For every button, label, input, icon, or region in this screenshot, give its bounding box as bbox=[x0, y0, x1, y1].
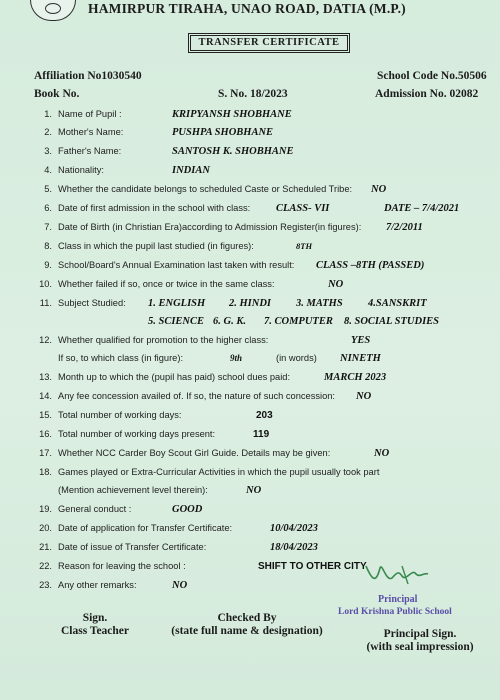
field-label: Total number of working days: bbox=[58, 410, 182, 420]
activities-value: NO bbox=[246, 485, 262, 496]
field-label: Class in which the pupil last studied (in figures): bbox=[58, 241, 254, 251]
stamp-principal-label: Principal bbox=[378, 594, 418, 605]
subject-item: 5. SCIENCE bbox=[148, 316, 205, 327]
field-number: 4. bbox=[44, 165, 52, 175]
field-number: 20. bbox=[39, 523, 52, 533]
field-number: 19. bbox=[39, 504, 52, 514]
field-number: 12. bbox=[39, 335, 52, 345]
class-teacher-signature bbox=[50, 612, 140, 638]
field-label: Whether failed if so, once or twice in the same class: bbox=[58, 279, 275, 289]
nationality-value: INDIAN bbox=[172, 165, 210, 176]
next-class-words-value: NINETH bbox=[340, 353, 381, 364]
book-number: Book No. bbox=[34, 88, 80, 100]
working-days-value: 203 bbox=[256, 410, 273, 421]
subject-item: 6. G. K. bbox=[213, 316, 246, 327]
field-number: 3. bbox=[44, 146, 52, 156]
dues-paid-value: MARCH 2023 bbox=[324, 372, 387, 383]
birth-date-value: 7/2/2011 bbox=[386, 222, 423, 233]
admission-number: Admission No. 02082 bbox=[375, 88, 479, 100]
school-logo-icon bbox=[30, 0, 76, 21]
checked-by-label: Checked By bbox=[217, 612, 277, 624]
admission-date-value: DATE – 7/4/2021 bbox=[384, 203, 460, 214]
field-number: 14. bbox=[39, 391, 52, 401]
field-label: Total number of working days present: bbox=[58, 429, 216, 439]
field-label: Date of first admission in the school with class: bbox=[58, 203, 251, 213]
school-address: HAMIRPUR TIRAHA, UNAO ROAD, DATIA (M.P.) bbox=[88, 1, 406, 16]
next-class-figure-value: 9th bbox=[230, 353, 243, 363]
document-title: TRANSFER CERTIFICATE bbox=[188, 33, 350, 53]
field-number: 11. bbox=[39, 298, 52, 308]
field-number: 9. bbox=[44, 260, 52, 270]
field-number: 2. bbox=[44, 127, 52, 137]
issue-date-value: 18/04/2023 bbox=[270, 542, 318, 553]
serial-number: S. No. 18/2023 bbox=[218, 88, 288, 100]
subject-item: 4.SANSKRIT bbox=[368, 298, 427, 309]
field-number: 7. bbox=[44, 222, 52, 232]
field-number: 17. bbox=[39, 448, 52, 458]
father-name-value: SANTOSH K. SHOBHANE bbox=[172, 146, 294, 157]
field-label: Any fee concession availed of. If so, the nature of such concession: bbox=[58, 391, 336, 401]
principal-signature bbox=[350, 628, 490, 654]
field-label: (in words) bbox=[276, 353, 317, 363]
subject-item: 2. HINDI bbox=[229, 298, 272, 309]
subject-item: 3. MATHS bbox=[296, 298, 343, 309]
subject-item: 8. SOCIAL STUDIES bbox=[344, 316, 440, 327]
field-label: If so, to which class (in figure): bbox=[58, 353, 184, 363]
field-number: 16. bbox=[39, 429, 52, 439]
subject-item: 7. COMPUTER bbox=[264, 316, 333, 327]
checker-detail-label: (state full name & designation) bbox=[171, 625, 323, 637]
concession-value: NO bbox=[356, 391, 372, 402]
teacher-role-label: Class Teacher bbox=[60, 625, 130, 637]
application-date-value: 10/04/2023 bbox=[270, 523, 318, 534]
pupil-name-value: KRIPYANSH SHOBHANE bbox=[172, 109, 292, 120]
field-label: Name of Pupil : bbox=[58, 109, 122, 119]
field-label: Reason for leaving the school : bbox=[58, 561, 186, 571]
field-label: Whether NCC Carder Boy Scout Girl Guide. Details may be given: bbox=[58, 448, 331, 458]
checker-signature bbox=[162, 612, 332, 638]
field-number: 1. bbox=[44, 109, 52, 119]
field-label: Date of issue of Transfer Certificate: bbox=[58, 542, 207, 552]
field-number: 21. bbox=[39, 542, 52, 552]
failed-value: NO bbox=[328, 279, 344, 290]
field-label: General conduct : bbox=[58, 504, 132, 514]
field-label: Whether the candidate belongs to scheduled Caste or Scheduled Tribe: bbox=[58, 184, 353, 194]
subject-item: 1. ENGLISH bbox=[148, 298, 206, 309]
field-number: 8. bbox=[44, 241, 52, 251]
field-number: 13. bbox=[39, 372, 52, 382]
field-label: Date of Birth (in Christian Era)according to Admission Register(in figures): bbox=[58, 222, 362, 232]
admission-class-value: CLASS- VII bbox=[276, 203, 330, 214]
field-number: 10. bbox=[39, 279, 52, 289]
field-label: (Mention achievement level therein): bbox=[58, 485, 208, 495]
stamp-school-name: Lord Krishna Public School bbox=[338, 607, 452, 617]
field-label: Whether qualified for promotion to the higher class: bbox=[58, 335, 269, 345]
field-label: School/Board's Annual Examination last taken with result: bbox=[58, 260, 295, 270]
mother-name-value: PUSHPA SHOBHANE bbox=[172, 127, 274, 138]
days-present-value: 119 bbox=[253, 429, 270, 440]
field-label: Nationality: bbox=[58, 165, 104, 175]
school-seal-stamp bbox=[338, 576, 478, 632]
affiliation-number: Affiliation No1030540 bbox=[34, 70, 142, 82]
field-label: Father's Name: bbox=[58, 146, 122, 156]
seal-impression-label: (with seal impression) bbox=[366, 641, 474, 653]
leaving-reason-value: SHIFT TO OTHER CITY bbox=[258, 561, 367, 572]
field-number: 15. bbox=[39, 410, 52, 420]
ncc-value: NO bbox=[374, 448, 390, 459]
principal-sign-label: Principal Sign. bbox=[383, 628, 457, 640]
remarks-value: NO bbox=[172, 580, 188, 591]
school-code: School Code No.50506 bbox=[377, 70, 487, 82]
field-label: Subject Studied: bbox=[58, 298, 126, 308]
field-label: Any other remarks: bbox=[58, 580, 137, 590]
field-label: Date of application for Transfer Certificate: bbox=[58, 523, 233, 533]
field-number: 6. bbox=[44, 203, 52, 213]
field-label: Mother's Name: bbox=[58, 127, 124, 137]
field-number: 22. bbox=[39, 561, 52, 571]
field-label: Games played or Extra-Curricular Activities in which the pupil usually took part bbox=[58, 467, 380, 477]
teacher-sign-label: Sign. bbox=[82, 612, 108, 624]
conduct-value: GOOD bbox=[172, 504, 203, 515]
last-class-value: 8TH bbox=[296, 241, 313, 251]
exam-result-value: CLASS –8TH (PASSED) bbox=[316, 260, 425, 271]
promotion-value: YES bbox=[351, 335, 371, 346]
field-number: 5. bbox=[44, 184, 52, 194]
field-number: 18. bbox=[39, 467, 52, 477]
field-number: 23. bbox=[39, 580, 52, 590]
caste-value: NO bbox=[371, 184, 387, 195]
field-label: Month up to which the (pupil has paid) school dues paid: bbox=[58, 372, 291, 382]
